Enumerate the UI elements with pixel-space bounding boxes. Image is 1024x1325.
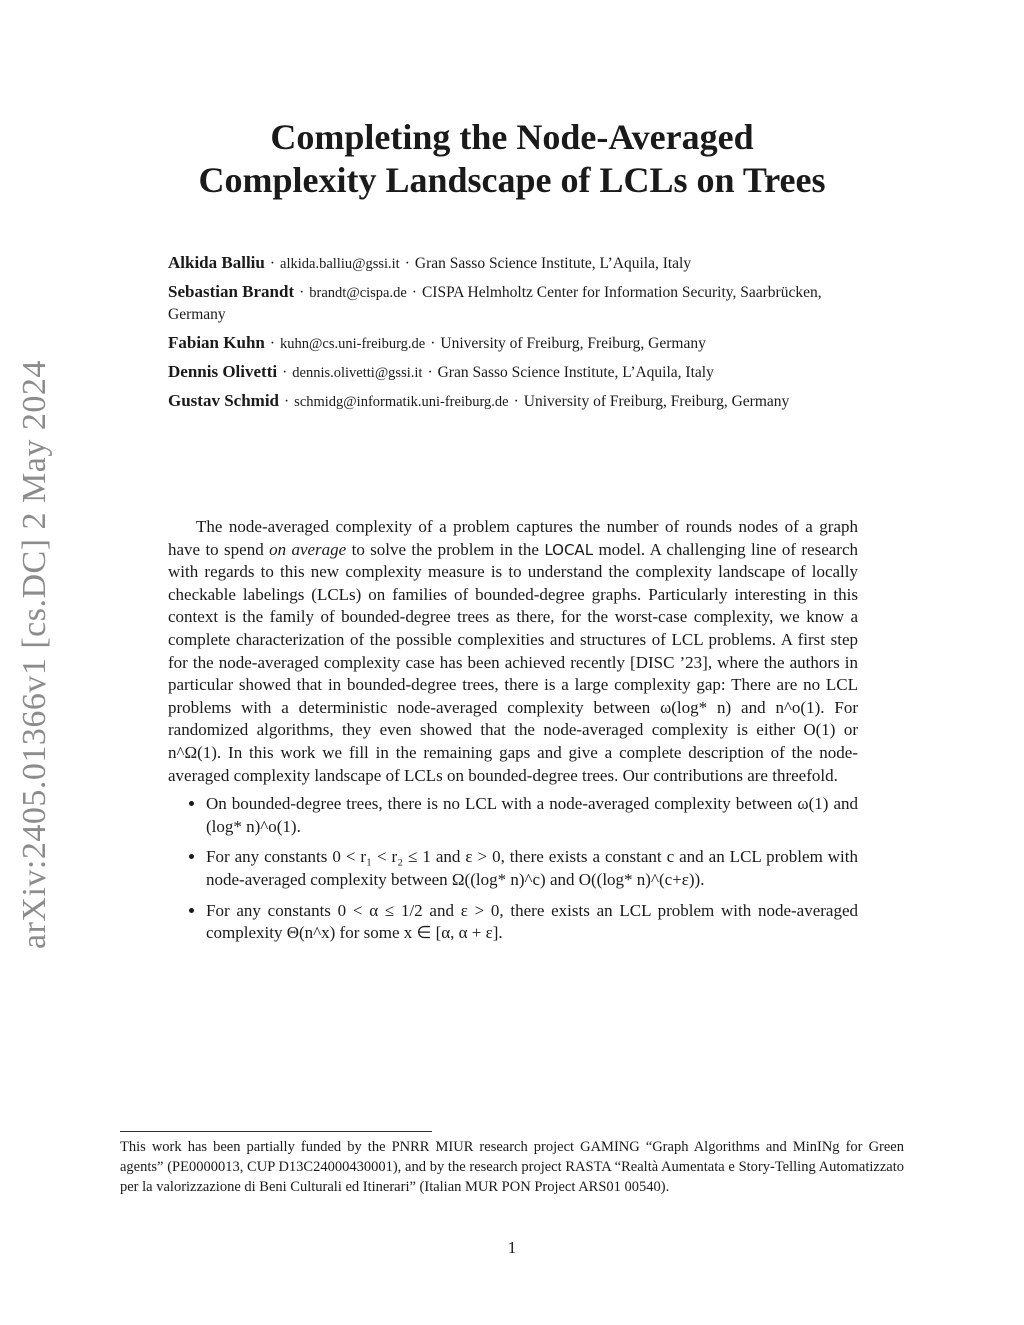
author-name: Sebastian Brandt [168, 282, 295, 301]
contribution-item: • On bounded-degree trees, there is no LCL with a node-averaged complexity between ω(1) and (log* n)^o(1). [206, 793, 858, 838]
author-entry [168, 281, 868, 326]
author-entry [168, 332, 868, 355]
author-affiliation: University of Freiburg, Freiburg, Germany [523, 393, 790, 410]
separator-dot: · [299, 284, 305, 301]
abstract-text-a: The node-averaged complexity of a problem captures the number of rounds nodes of a graph have to spend [168, 517, 858, 559]
abstract-emphasis: on average [269, 539, 347, 559]
funding-footnote: This work has been partially funded by the PNRR MIUR research project GAMING “Graph Algorithms and MinINg for Green agents” (PE0000013, CUP D13C24000430001), and by the research project RASTA “Realtà Aumentata e Story-Telling Automatizzato per la valorizzazione di Beni Culturali ed Itinerari” (Italian MUR PON Project ARS01 00540). [120, 1139, 904, 1195]
separator-dot: · [404, 255, 410, 272]
author-email: schmidg@informatik.uni-freiburg.de [294, 394, 509, 410]
author-name: Gustav Schmid [168, 391, 279, 410]
arxiv-identifier-stamp: arXiv:2405.01366v1 [cs.DC] 2 May 2024 [16, 360, 53, 950]
author-email: alkida.balliu@gssi.it [280, 256, 400, 272]
paper-title [120, 116, 904, 202]
author-name: Fabian Kuhn [168, 333, 265, 352]
abstract-paragraph [168, 516, 858, 787]
author-email: brandt@cispa.de [309, 285, 407, 301]
separator-dot: · [284, 393, 290, 410]
separator-dot: · [269, 255, 276, 272]
author-affiliation: CISPA Helmholtz Center for Information Security, Saarbrücken, Germany [168, 284, 822, 323]
author-list [168, 252, 868, 419]
local-model-name: LOCAL [544, 540, 594, 559]
author-entry [168, 361, 868, 384]
author-affiliation: University of Freiburg, Freiburg, Germany [440, 335, 706, 352]
separator-dot: · [411, 284, 417, 301]
contribution-item: • For any constants 0 < α ≤ 1/2 and ε > 0, there exists an LCL problem with node-averaged complexity Θ(n^x) for some x ∈ [α, α + ε]. [206, 900, 858, 945]
author-name: Dennis Olivetti [168, 362, 278, 381]
contributions-list [168, 793, 858, 945]
page-number: 1 [507, 1238, 517, 1257]
author-entry [168, 390, 868, 413]
separator-dot: · [430, 335, 436, 352]
author-name: Alkida Balliu [168, 253, 265, 272]
footnote-divider [120, 1131, 432, 1132]
author-email: dennis.olivetti@gssi.it [292, 365, 423, 381]
separator-dot: · [513, 393, 519, 410]
separator-dot: · [427, 364, 433, 381]
separator-dot: · [269, 335, 276, 352]
abstract-text-c: model. A challenging line of research with regards to this new complexity measure is to understand the complexity landscape of locally checkable labelings (LCLs) on families of bounded-degree graphs. Particularly interesting in this context is the family of bounded-degree trees as there, for the worst-case complexity, we know a complete characterization of the possible complexities and structures of LCL problems. A first step for the node-averaged complexity case has been achieved recently [DISC ’23], where the authors in particular showed that in bounded-degree trees, there is a large complexity gap: There are no LCL problems with a deterministic node-averaged complexity between ω(log* n) and n^o(1). For randomized algorithms, they even showed that the node-averaged complexity is either O(1) or n^Ω(1). In this work we fill in the remaining gaps and give a complete description of the node-averaged complexity landscape of LCLs on bounded-degree trees. Our contributions are threefold. [168, 539, 858, 785]
title-line-2: Complexity Landscape of LCLs on Trees [198, 160, 826, 200]
abstract-text-b: to solve the problem in the [351, 539, 539, 559]
separator-dot: · [282, 364, 288, 381]
author-email: kuhn@cs.uni-freiburg.de [280, 336, 426, 352]
abstract [168, 516, 858, 953]
author-affiliation: Gran Sasso Science Institute, L’Aquila, Italy [414, 255, 692, 272]
contribution-item: • For any constants 0 < r₁ < r₂ ≤ 1 and ε > 0, there exists a constant c and an LCL problem with node-averaged complexity between Ω((log* n)^c) and O((log* n)^(c+ε)). [206, 846, 858, 891]
author-entry [168, 252, 868, 275]
title-line-1: Completing the Node-Averaged [270, 117, 754, 157]
author-affiliation: Gran Sasso Science Institute, L’Aquila, Italy [437, 364, 714, 381]
